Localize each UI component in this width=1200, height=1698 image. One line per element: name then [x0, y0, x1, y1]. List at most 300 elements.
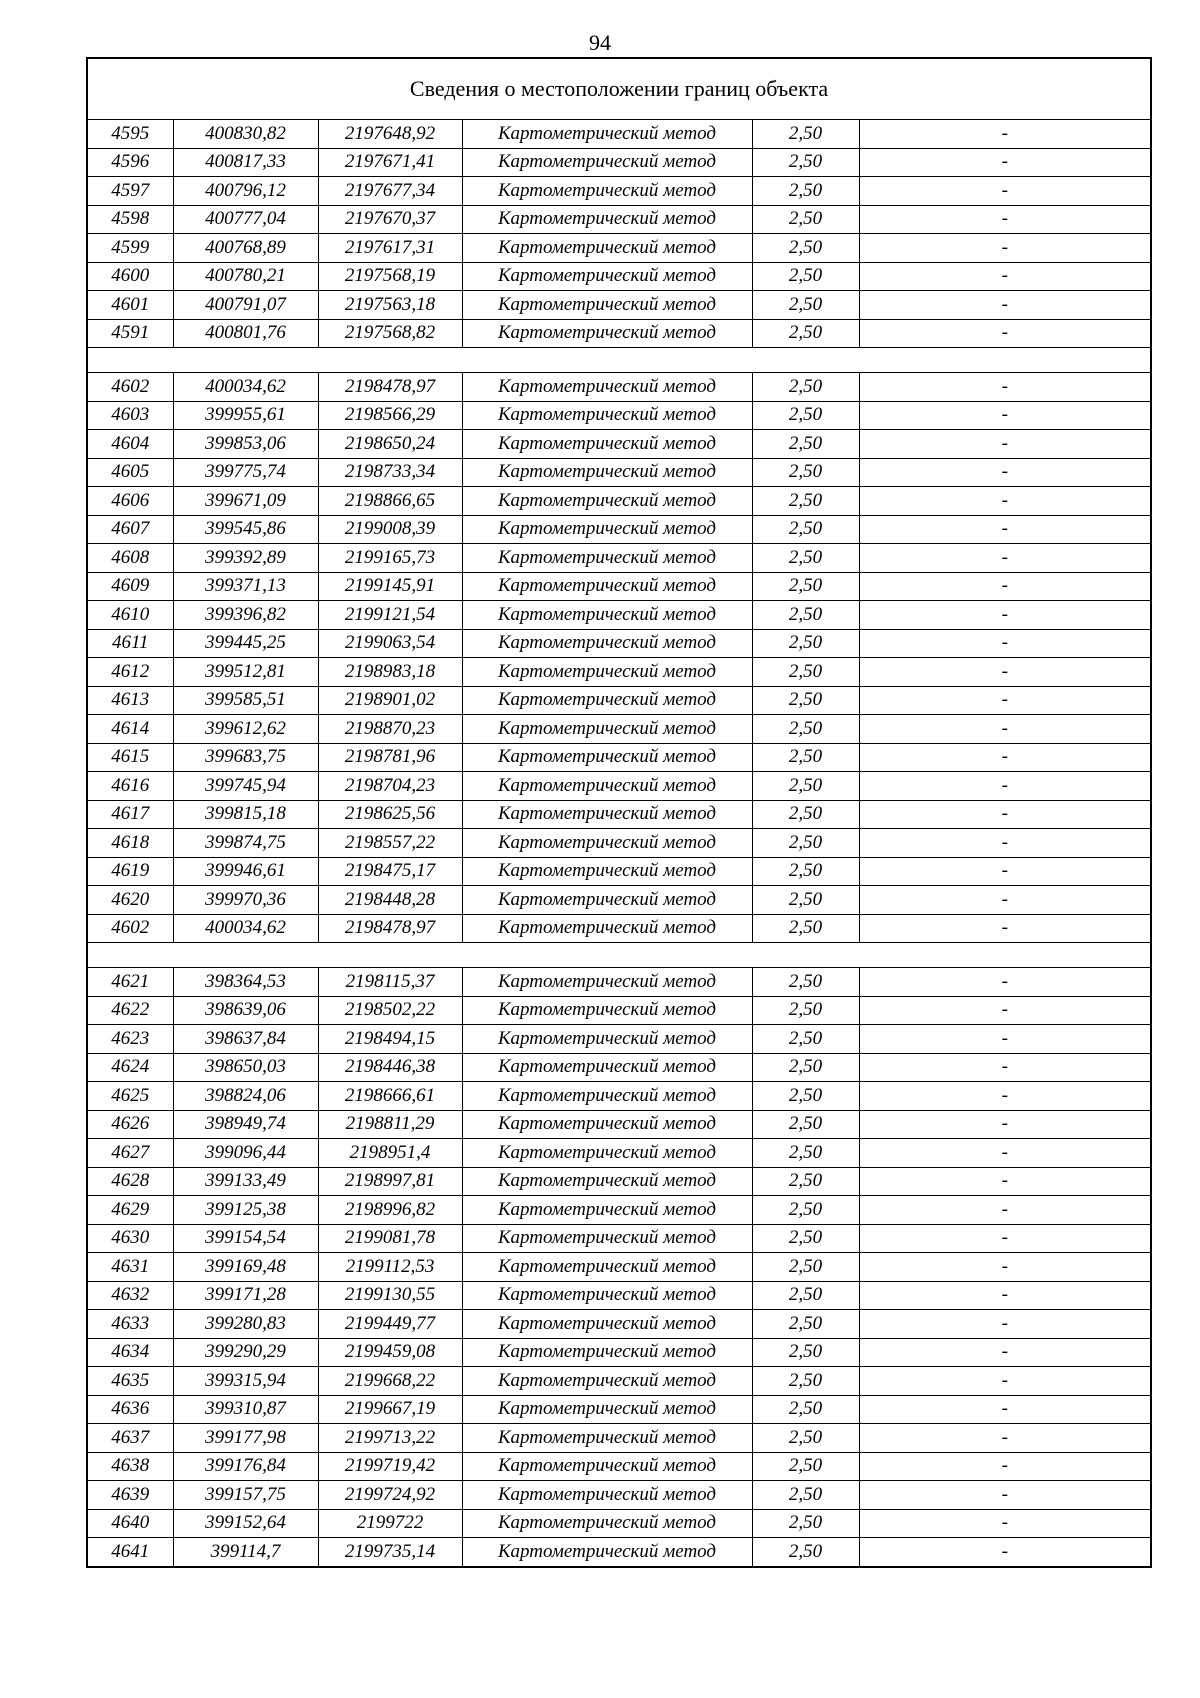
table-row	[87, 177, 1151, 206]
y-coordinate-cell: 2198781,96	[318, 743, 462, 772]
table-row	[87, 658, 1151, 687]
x-coordinate-cell: 399157,75	[173, 1481, 318, 1510]
description-cell: -	[859, 857, 1151, 886]
x-coordinate-cell: 399392,89	[173, 544, 318, 573]
x-coordinate-cell: 399133,49	[173, 1167, 318, 1196]
description-cell: -	[859, 1139, 1151, 1168]
table-row	[87, 120, 1151, 149]
x-coordinate-cell: 400801,76	[173, 319, 318, 348]
point-number-cell: 4617	[87, 800, 173, 829]
point-number-cell: 4602	[87, 373, 173, 402]
y-coordinate-cell: 2199121,54	[318, 601, 462, 630]
description-cell: -	[859, 1082, 1151, 1111]
method-cell: Картометрический метод	[462, 1281, 752, 1310]
x-coordinate-cell: 399683,75	[173, 743, 318, 772]
table-row	[87, 996, 1151, 1025]
point-number-cell: 4627	[87, 1139, 173, 1168]
point-number-cell: 4638	[87, 1452, 173, 1481]
point-number-cell: 4626	[87, 1110, 173, 1139]
x-coordinate-cell: 399310,87	[173, 1395, 318, 1424]
method-cell: Картометрический метод	[462, 686, 752, 715]
x-coordinate-cell: 399396,82	[173, 601, 318, 630]
accuracy-cell: 2,50	[752, 1509, 859, 1538]
method-cell: Картометрический метод	[462, 1538, 752, 1567]
accuracy-cell: 2,50	[752, 1110, 859, 1139]
accuracy-cell: 2,50	[752, 262, 859, 291]
table-title: Сведения о местоположении границ объекта	[87, 58, 1151, 120]
table-row	[87, 430, 1151, 459]
y-coordinate-cell: 2198811,29	[318, 1110, 462, 1139]
y-coordinate-cell: 2199713,22	[318, 1424, 462, 1453]
description-cell: -	[859, 658, 1151, 687]
x-coordinate-cell: 399545,86	[173, 515, 318, 544]
accuracy-cell: 2,50	[752, 430, 859, 459]
accuracy-cell: 2,50	[752, 743, 859, 772]
method-cell: Картометрический метод	[462, 515, 752, 544]
accuracy-cell: 2,50	[752, 1196, 859, 1225]
point-number-cell: 4602	[87, 914, 173, 943]
x-coordinate-cell: 399371,13	[173, 572, 318, 601]
x-coordinate-cell: 399096,44	[173, 1139, 318, 1168]
description-cell: -	[859, 515, 1151, 544]
table-body	[87, 58, 1151, 1567]
point-number-cell: 4619	[87, 857, 173, 886]
y-coordinate-cell: 2197568,82	[318, 319, 462, 348]
y-coordinate-cell: 2199449,77	[318, 1310, 462, 1339]
y-coordinate-cell: 2197677,34	[318, 177, 462, 206]
accuracy-cell: 2,50	[752, 1053, 859, 1082]
x-coordinate-cell: 400796,12	[173, 177, 318, 206]
description-cell: -	[859, 601, 1151, 630]
description-cell: -	[859, 1025, 1151, 1054]
y-coordinate-cell: 2198475,17	[318, 857, 462, 886]
method-cell: Картометрический метод	[462, 715, 752, 744]
method-cell: Картометрический метод	[462, 1139, 752, 1168]
y-coordinate-cell: 2198115,37	[318, 968, 462, 997]
accuracy-cell: 2,50	[752, 1452, 859, 1481]
point-number-cell: 4599	[87, 234, 173, 263]
x-coordinate-cell: 399955,61	[173, 401, 318, 430]
point-number-cell: 4601	[87, 291, 173, 320]
y-coordinate-cell: 2198870,23	[318, 715, 462, 744]
accuracy-cell: 2,50	[752, 658, 859, 687]
description-cell: -	[859, 1310, 1151, 1339]
method-cell: Картометрический метод	[462, 1253, 752, 1282]
boundary-coordinates-table	[86, 57, 1152, 1568]
y-coordinate-cell: 2199668,22	[318, 1367, 462, 1396]
method-cell: Картометрический метод	[462, 743, 752, 772]
description-cell: -	[859, 1253, 1151, 1282]
y-coordinate-cell: 2198704,23	[318, 772, 462, 801]
point-number-cell: 4603	[87, 401, 173, 430]
accuracy-cell: 2,50	[752, 629, 859, 658]
accuracy-cell: 2,50	[752, 515, 859, 544]
y-coordinate-cell: 2198983,18	[318, 658, 462, 687]
x-coordinate-cell: 399946,61	[173, 857, 318, 886]
x-coordinate-cell: 400034,62	[173, 373, 318, 402]
separator-cell	[87, 348, 1151, 373]
method-cell: Картометрический метод	[462, 1082, 752, 1111]
accuracy-cell: 2,50	[752, 205, 859, 234]
accuracy-cell: 2,50	[752, 401, 859, 430]
point-number-cell: 4632	[87, 1281, 173, 1310]
boundary-table-container	[86, 57, 1150, 1568]
table-row	[87, 968, 1151, 997]
x-coordinate-cell: 398824,06	[173, 1082, 318, 1111]
point-number-cell: 4616	[87, 772, 173, 801]
description-cell: -	[859, 458, 1151, 487]
method-cell: Картометрический метод	[462, 1509, 752, 1538]
description-cell: -	[859, 430, 1151, 459]
x-coordinate-cell: 400034,62	[173, 914, 318, 943]
x-coordinate-cell: 399315,94	[173, 1367, 318, 1396]
table-row	[87, 1338, 1151, 1367]
point-number-cell: 4637	[87, 1424, 173, 1453]
point-number-cell: 4625	[87, 1082, 173, 1111]
y-coordinate-cell: 2197617,31	[318, 234, 462, 263]
accuracy-cell: 2,50	[752, 458, 859, 487]
table-row	[87, 601, 1151, 630]
x-coordinate-cell: 398364,53	[173, 968, 318, 997]
table-row	[87, 262, 1151, 291]
x-coordinate-cell: 400791,07	[173, 291, 318, 320]
accuracy-cell: 2,50	[752, 1538, 859, 1567]
table-row	[87, 1481, 1151, 1510]
x-coordinate-cell: 399152,64	[173, 1509, 318, 1538]
method-cell: Картометрический метод	[462, 629, 752, 658]
table-row	[87, 515, 1151, 544]
table-row	[87, 1281, 1151, 1310]
y-coordinate-cell: 2199130,55	[318, 1281, 462, 1310]
description-cell: -	[859, 829, 1151, 858]
table-row	[87, 1025, 1151, 1054]
y-coordinate-cell: 2198650,24	[318, 430, 462, 459]
table-row	[87, 1224, 1151, 1253]
x-coordinate-cell: 399671,09	[173, 487, 318, 516]
point-number-cell: 4633	[87, 1310, 173, 1339]
accuracy-cell: 2,50	[752, 1395, 859, 1424]
accuracy-cell: 2,50	[752, 686, 859, 715]
point-number-cell: 4604	[87, 430, 173, 459]
x-coordinate-cell: 399745,94	[173, 772, 318, 801]
table-row	[87, 1538, 1151, 1567]
table-row	[87, 1253, 1151, 1282]
table-row	[87, 458, 1151, 487]
accuracy-cell: 2,50	[752, 914, 859, 943]
x-coordinate-cell: 399612,62	[173, 715, 318, 744]
table-row	[87, 1053, 1151, 1082]
point-number-cell: 4607	[87, 515, 173, 544]
point-number-cell: 4624	[87, 1053, 173, 1082]
method-cell: Картометрический метод	[462, 205, 752, 234]
table-row	[87, 148, 1151, 177]
method-cell: Картометрический метод	[462, 120, 752, 149]
contour-separator-row	[87, 348, 1151, 373]
accuracy-cell: 2,50	[752, 1224, 859, 1253]
point-number-cell: 4622	[87, 996, 173, 1025]
description-cell: -	[859, 177, 1151, 206]
accuracy-cell: 2,50	[752, 177, 859, 206]
table-row	[87, 401, 1151, 430]
method-cell: Картометрический метод	[462, 772, 752, 801]
method-cell: Картометрический метод	[462, 319, 752, 348]
y-coordinate-cell: 2197648,92	[318, 120, 462, 149]
description-cell: -	[859, 572, 1151, 601]
table-row	[87, 1395, 1151, 1424]
description-cell: -	[859, 1196, 1151, 1225]
table-row	[87, 686, 1151, 715]
x-coordinate-cell: 399125,38	[173, 1196, 318, 1225]
accuracy-cell: 2,50	[752, 544, 859, 573]
point-number-cell: 4608	[87, 544, 173, 573]
point-number-cell: 4613	[87, 686, 173, 715]
y-coordinate-cell: 2198566,29	[318, 401, 462, 430]
point-number-cell: 4618	[87, 829, 173, 858]
description-cell: -	[859, 291, 1151, 320]
y-coordinate-cell: 2199722	[318, 1509, 462, 1538]
accuracy-cell: 2,50	[752, 1424, 859, 1453]
point-number-cell: 4621	[87, 968, 173, 997]
y-coordinate-cell: 2197671,41	[318, 148, 462, 177]
method-cell: Картометрический метод	[462, 968, 752, 997]
page-number: 94	[589, 30, 611, 55]
description-cell: -	[859, 148, 1151, 177]
description-cell: -	[859, 262, 1151, 291]
description-cell: -	[859, 1452, 1151, 1481]
accuracy-cell: 2,50	[752, 487, 859, 516]
point-number-cell: 4605	[87, 458, 173, 487]
description-cell: -	[859, 800, 1151, 829]
accuracy-cell: 2,50	[752, 1082, 859, 1111]
separator-cell	[87, 943, 1151, 968]
description-cell: -	[859, 1367, 1151, 1396]
point-number-cell: 4640	[87, 1509, 173, 1538]
method-cell: Картометрический метод	[462, 914, 752, 943]
table-row	[87, 1424, 1151, 1453]
x-coordinate-cell: 399171,28	[173, 1281, 318, 1310]
y-coordinate-cell: 2197568,19	[318, 262, 462, 291]
description-cell: -	[859, 487, 1151, 516]
accuracy-cell: 2,50	[752, 120, 859, 149]
accuracy-cell: 2,50	[752, 572, 859, 601]
point-number-cell: 4615	[87, 743, 173, 772]
method-cell: Картометрический метод	[462, 800, 752, 829]
accuracy-cell: 2,50	[752, 1025, 859, 1054]
accuracy-cell: 2,50	[752, 715, 859, 744]
accuracy-cell: 2,50	[752, 886, 859, 915]
accuracy-cell: 2,50	[752, 319, 859, 348]
x-coordinate-cell: 399169,48	[173, 1253, 318, 1282]
description-cell: -	[859, 886, 1151, 915]
accuracy-cell: 2,50	[752, 1481, 859, 1510]
table-row	[87, 772, 1151, 801]
point-number-cell: 4597	[87, 177, 173, 206]
x-coordinate-cell: 398639,06	[173, 996, 318, 1025]
accuracy-cell: 2,50	[752, 772, 859, 801]
x-coordinate-cell: 399874,75	[173, 829, 318, 858]
method-cell: Картометрический метод	[462, 487, 752, 516]
method-cell: Картометрический метод	[462, 262, 752, 291]
method-cell: Картометрический метод	[462, 996, 752, 1025]
description-cell: -	[859, 319, 1151, 348]
y-coordinate-cell: 2199735,14	[318, 1538, 462, 1567]
method-cell: Картометрический метод	[462, 148, 752, 177]
method-cell: Картометрический метод	[462, 1367, 752, 1396]
accuracy-cell: 2,50	[752, 1310, 859, 1339]
y-coordinate-cell: 2198494,15	[318, 1025, 462, 1054]
y-coordinate-cell: 2197670,37	[318, 205, 462, 234]
y-coordinate-cell: 2198866,65	[318, 487, 462, 516]
method-cell: Картометрический метод	[462, 1196, 752, 1225]
point-number-cell: 4620	[87, 886, 173, 915]
y-coordinate-cell: 2198478,97	[318, 914, 462, 943]
accuracy-cell: 2,50	[752, 601, 859, 630]
y-coordinate-cell: 2198901,02	[318, 686, 462, 715]
method-cell: Картометрический метод	[462, 373, 752, 402]
description-cell: -	[859, 996, 1151, 1025]
description-cell: -	[859, 772, 1151, 801]
table-title-row	[87, 58, 1151, 120]
description-cell: -	[859, 629, 1151, 658]
method-cell: Картометрический метод	[462, 430, 752, 459]
table-row	[87, 373, 1151, 402]
method-cell: Картометрический метод	[462, 1452, 752, 1481]
accuracy-cell: 2,50	[752, 1338, 859, 1367]
description-cell: -	[859, 1338, 1151, 1367]
y-coordinate-cell: 2199112,53	[318, 1253, 462, 1282]
method-cell: Картометрический метод	[462, 1167, 752, 1196]
method-cell: Картометрический метод	[462, 1424, 752, 1453]
x-coordinate-cell: 399290,29	[173, 1338, 318, 1367]
method-cell: Картометрический метод	[462, 829, 752, 858]
table-row	[87, 743, 1151, 772]
table-row	[87, 857, 1151, 886]
description-cell: -	[859, 1538, 1151, 1567]
y-coordinate-cell: 2199724,92	[318, 1481, 462, 1510]
point-number-cell: 4612	[87, 658, 173, 687]
point-number-cell: 4639	[87, 1481, 173, 1510]
x-coordinate-cell: 398637,84	[173, 1025, 318, 1054]
method-cell: Картометрический метод	[462, 544, 752, 573]
contour-separator-row	[87, 943, 1151, 968]
y-coordinate-cell: 2198502,22	[318, 996, 462, 1025]
y-coordinate-cell: 2198733,34	[318, 458, 462, 487]
accuracy-cell: 2,50	[752, 1367, 859, 1396]
x-coordinate-cell: 399815,18	[173, 800, 318, 829]
x-coordinate-cell: 399853,06	[173, 430, 318, 459]
description-cell: -	[859, 401, 1151, 430]
table-row	[87, 234, 1151, 263]
point-number-cell: 4610	[87, 601, 173, 630]
x-coordinate-cell: 398650,03	[173, 1053, 318, 1082]
description-cell: -	[859, 1053, 1151, 1082]
method-cell: Картометрический метод	[462, 1310, 752, 1339]
accuracy-cell: 2,50	[752, 373, 859, 402]
method-cell: Картометрический метод	[462, 401, 752, 430]
method-cell: Картометрический метод	[462, 658, 752, 687]
accuracy-cell: 2,50	[752, 829, 859, 858]
point-number-cell: 4630	[87, 1224, 173, 1253]
method-cell: Картометрический метод	[462, 601, 752, 630]
description-cell: -	[859, 1424, 1151, 1453]
y-coordinate-cell: 2198448,28	[318, 886, 462, 915]
point-number-cell: 4611	[87, 629, 173, 658]
table-row	[87, 1082, 1151, 1111]
description-cell: -	[859, 686, 1151, 715]
y-coordinate-cell: 2198951,4	[318, 1139, 462, 1168]
y-coordinate-cell: 2199145,91	[318, 572, 462, 601]
method-cell: Картометрический метод	[462, 1025, 752, 1054]
point-number-cell: 4636	[87, 1395, 173, 1424]
table-row	[87, 829, 1151, 858]
point-number-cell: 4634	[87, 1338, 173, 1367]
description-cell: -	[859, 715, 1151, 744]
y-coordinate-cell: 2199008,39	[318, 515, 462, 544]
x-coordinate-cell: 400780,21	[173, 262, 318, 291]
x-coordinate-cell: 400768,89	[173, 234, 318, 263]
table-row	[87, 1509, 1151, 1538]
y-coordinate-cell: 2198997,81	[318, 1167, 462, 1196]
method-cell: Картометрический метод	[462, 572, 752, 601]
description-cell: -	[859, 1110, 1151, 1139]
accuracy-cell: 2,50	[752, 800, 859, 829]
point-number-cell: 4631	[87, 1253, 173, 1282]
y-coordinate-cell: 2198996,82	[318, 1196, 462, 1225]
y-coordinate-cell: 2199081,78	[318, 1224, 462, 1253]
y-coordinate-cell: 2199165,73	[318, 544, 462, 573]
accuracy-cell: 2,50	[752, 996, 859, 1025]
table-row	[87, 487, 1151, 516]
x-coordinate-cell: 400777,04	[173, 205, 318, 234]
y-coordinate-cell: 2198666,61	[318, 1082, 462, 1111]
accuracy-cell: 2,50	[752, 291, 859, 320]
x-coordinate-cell: 399114,7	[173, 1538, 318, 1567]
description-cell: -	[859, 205, 1151, 234]
point-number-cell: 4629	[87, 1196, 173, 1225]
accuracy-cell: 2,50	[752, 1253, 859, 1282]
y-coordinate-cell: 2197563,18	[318, 291, 462, 320]
table-row	[87, 1110, 1151, 1139]
description-cell: -	[859, 1281, 1151, 1310]
point-number-cell: 4609	[87, 572, 173, 601]
method-cell: Картометрический метод	[462, 1338, 752, 1367]
table-row	[87, 291, 1151, 320]
x-coordinate-cell: 400830,82	[173, 120, 318, 149]
table-row	[87, 572, 1151, 601]
method-cell: Картометрический метод	[462, 234, 752, 263]
y-coordinate-cell: 2199719,42	[318, 1452, 462, 1481]
table-row	[87, 1367, 1151, 1396]
point-number-cell: 4641	[87, 1538, 173, 1567]
description-cell: -	[859, 968, 1151, 997]
method-cell: Картометрический метод	[462, 1110, 752, 1139]
x-coordinate-cell: 399585,51	[173, 686, 318, 715]
method-cell: Картометрический метод	[462, 458, 752, 487]
y-coordinate-cell: 2199063,54	[318, 629, 462, 658]
method-cell: Картометрический метод	[462, 1395, 752, 1424]
table-row	[87, 1452, 1151, 1481]
table-row	[87, 1310, 1151, 1339]
x-coordinate-cell: 400817,33	[173, 148, 318, 177]
table-row	[87, 1139, 1151, 1168]
x-coordinate-cell: 399154,54	[173, 1224, 318, 1253]
description-cell: -	[859, 1481, 1151, 1510]
description-cell: -	[859, 544, 1151, 573]
table-row	[87, 544, 1151, 573]
description-cell: -	[859, 1224, 1151, 1253]
description-cell: -	[859, 1509, 1151, 1538]
point-number-cell: 4600	[87, 262, 173, 291]
